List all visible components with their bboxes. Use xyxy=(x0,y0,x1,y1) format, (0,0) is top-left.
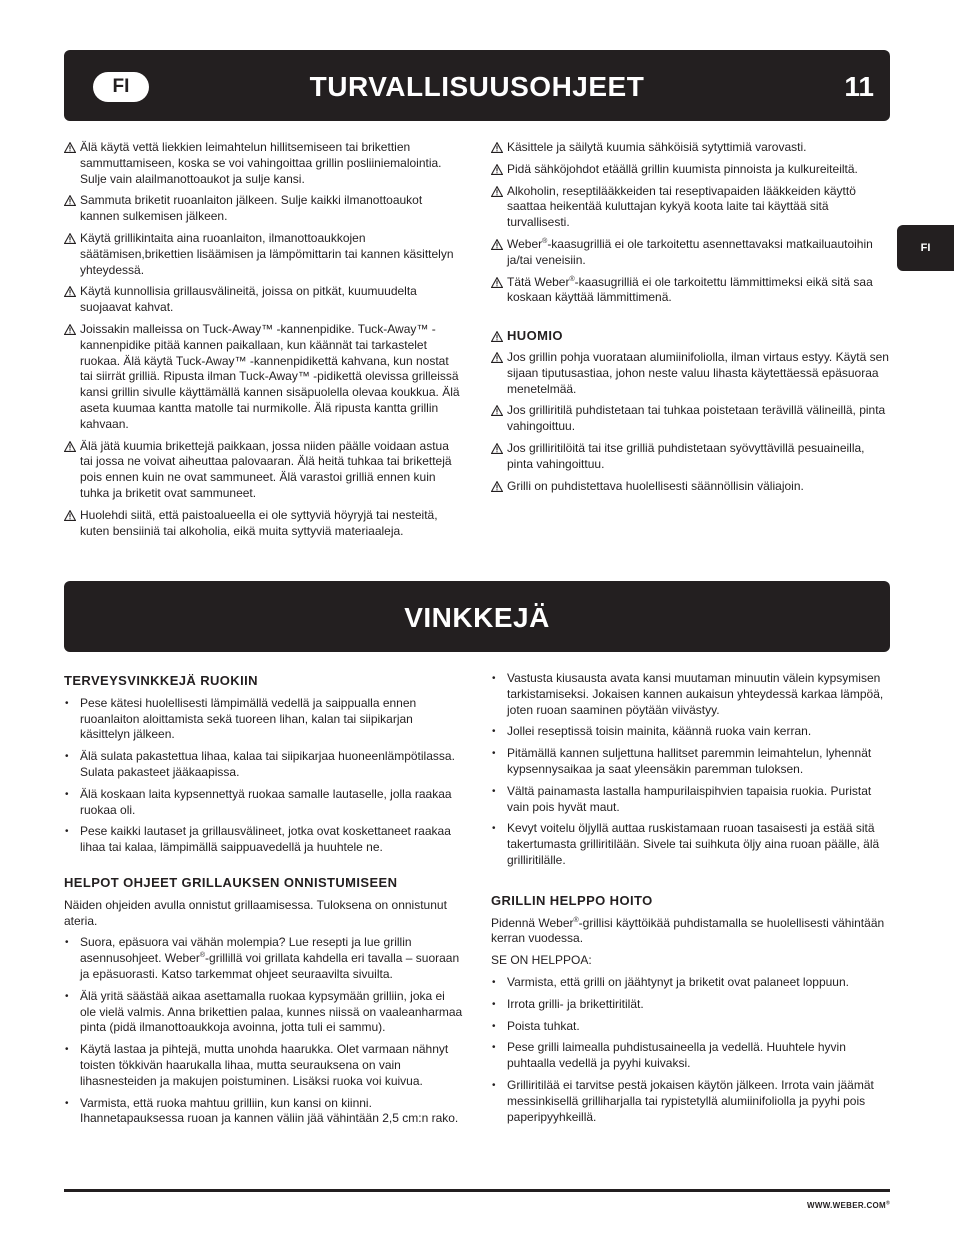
list-item xyxy=(64,824,464,856)
list-item-text: Irrota grilli- ja brikettiritilät. xyxy=(507,996,644,1011)
list-item xyxy=(64,1096,464,1128)
safety-warning-item xyxy=(64,508,464,540)
warning-triangle-icon xyxy=(64,510,76,521)
bullet: • xyxy=(492,998,496,1010)
list-item xyxy=(491,997,891,1013)
list-item-text: Pese kaikki lautaset ja grillausvälineet, jotka ovat koskettaneet raakaa lihaa tai kalaa, lämpimällä saippuavedellä ja huuhtele ne. xyxy=(80,824,451,855)
grilling-tips-list-continued xyxy=(491,671,891,869)
list-item-text: Jollei reseptissä toisin mainita, käännä ruoka vain kerran. xyxy=(507,724,812,739)
safety-warning-item xyxy=(64,140,464,187)
bullet: • xyxy=(65,1097,69,1109)
bullet: • xyxy=(492,823,496,835)
list-item-text: Varmista, että grilli on jäähtynyt ja briketit ovat palaneet loppuun. xyxy=(507,974,849,989)
text-end: -grillillä voi grillata kahdella eri tavalla – suoraan ja epäsuorasti. Katso tarkemmat ohjeet seuraavilta sivuilta. xyxy=(80,951,460,981)
registered-mark: ® xyxy=(573,916,579,924)
list-item-text xyxy=(80,935,459,981)
list-item xyxy=(491,1040,891,1072)
bullet: • xyxy=(492,673,496,684)
list-item-text: Älä sulata pakastettua lihaa, kalaa tai siipikarjaa huoneenlämpötilassa. Sulata pakasteet jääkaapissa. xyxy=(80,749,455,779)
footer-url-text: WWW.WEBER.COM xyxy=(807,1201,887,1210)
warning-text: Käsittele ja säilytä kuumia sähköisiä sytyttimiä varovasti. xyxy=(507,140,807,154)
safety-right-column xyxy=(491,140,891,494)
warning-triangle-icon xyxy=(64,286,76,297)
bullet: • xyxy=(65,937,69,949)
list-item xyxy=(491,975,891,991)
notice-text: Jos grilliritilä puhdistetaan tai tuhkaa poistetaan terävillä välineillä, pinta vahingoittuu. xyxy=(507,403,886,434)
warning-triangle-icon xyxy=(64,195,76,206)
text-start: Pidennä Weber xyxy=(491,915,574,930)
notice-item xyxy=(491,479,891,495)
bullet: • xyxy=(65,788,69,800)
notice-item xyxy=(491,441,891,473)
list-item xyxy=(64,989,464,1036)
bullet: • xyxy=(65,990,69,1002)
list-item xyxy=(64,749,464,781)
warning-text: Joissakin malleissa on Tuck-Away™ -kannenpidike. Tuck-Away™ -kannenpidike pitää kannen paikallaan, kun käännät tai tarkastelet ruokaa. Älä käytä Tuck-Away™ -kannenpidikettä kahvana, kun nostat tai siirrät grilliä. Ripusta ilman Tuck-Away™ -pidikettä olevissa grilleissä kansi grillin sivulle käyttämällä kannen sisäpuolella olevaa koukkua. Älä aseta kuumaa kantta matolle tai nurmikolle. Älä ripusta kantta grillin kahvaan. xyxy=(80,321,460,431)
safety-warning-item xyxy=(64,284,464,316)
tips-left-column xyxy=(64,673,464,1127)
warning-text-end: -kaasugrilliä ei ole tarkoitettu asennettavaksi matkailuautoihin ja/tai veneisiin. xyxy=(507,236,873,267)
bullet: • xyxy=(492,1042,496,1054)
list-item-text: Vältä painamasta lastalla hampurilaispihvien tapaisia ruokia. Puristat vain pois hyvät maut. xyxy=(507,783,872,814)
warning-triangle-icon xyxy=(64,142,76,153)
list-item xyxy=(491,724,891,740)
safety-warning-item xyxy=(64,193,464,225)
safety-warning-item xyxy=(64,322,464,433)
warning-text-start: Tätä Weber xyxy=(507,274,570,289)
registered-mark: ® xyxy=(886,1200,890,1207)
grill-care-easy-label: SE ON HELPPOA: xyxy=(491,953,592,968)
list-item xyxy=(491,821,891,868)
list-item-text: Pese kätesi huolellisesti lämpimällä vedellä ja saippualla ennen ruoanlaiton aloittamista sekä tuoreen lihan, kalan tai siipikarjan käsittelyn jälkeen. xyxy=(80,695,417,742)
warning-triangle-icon xyxy=(491,239,503,250)
safety-warning-item xyxy=(64,231,464,278)
notice-heading-text: HUOMIO xyxy=(507,328,563,344)
warning-text: Alkoholin, reseptilääkkeiden tai reseptivapaiden lääkkeiden käyttö saattaa heikentää kuluttajan kykyä koota laite tai käyttää sitä turvallisesti. xyxy=(507,183,856,230)
warning-triangle-icon xyxy=(64,324,76,335)
warning-triangle-icon xyxy=(491,164,503,175)
tips-title: VINKKEJÄ xyxy=(404,602,550,633)
text-start: Suora, epäsuora vai vähän molempia? Lue resepti ja lue grillin asennusohjeet. Weber xyxy=(80,935,412,966)
bullet: • xyxy=(492,1079,496,1091)
list-item-text: Vastusta kiusausta avata kansi muutaman minuutin välein kypsymisen tarkistamiseksi. Jokaisen kannen aukaisun yhteydessä karkaa lämpöä, joten ruoan saaminen pöytään viivästyy. xyxy=(507,671,884,717)
safety-warning-item xyxy=(491,140,891,156)
safety-warning-item xyxy=(491,162,891,178)
grill-care-heading: GRILLIN HELPPO HOITO xyxy=(491,892,653,908)
warning-text: Sammuta briketit ruoanlaiton jälkeen. Sulje kaikki ilmanottoaukot kannen sulkemisen jälkeen. xyxy=(80,193,423,224)
warning-triangle-icon xyxy=(64,441,76,452)
list-item-text: Pitämällä kannen suljettuna hallitset paremmin leimahtelun, lyhennät kypsennysaikaa ja saat yleensäkin paremman tuloksen. xyxy=(507,746,872,776)
warning-triangle-icon xyxy=(491,186,503,197)
list-item-text: Älä koskaan laita kypsennettyä ruokaa samalle lautaselle, jolla raakaa ruokaa oli. xyxy=(80,786,452,817)
safety-banner xyxy=(64,50,890,121)
warning-text: Älä jätä kuumia brikettejä paikkaan, jossa niiden päälle voidaan astua tai jossa ne voivat aiheuttaa palovaaran. Älä heitä tuhkaa tai brikettejä pois ennen kuin ne ovat sammuneet. Älä varastoi grilliä ennen kuin tuhka ja briketit ovat sammuneet. xyxy=(80,438,452,500)
list-item-text: Kevyt voitelu öljyllä auttaa ruskistamaan ruoan tasaisesti ja estää sitä takertumasta grilliritilään. Sivele tai suihkuta öljy aina ruoan päälle, älä grilliritilälle. xyxy=(507,821,880,867)
notice-text: Grilli on puhdistettava huolellisesti säännöllisin väliajoin. xyxy=(507,478,804,493)
warning-text: Huolehdi siitä, että paistoalueella ei ole syttyviä höyryjä tai nesteitä, kuten bensiiniä tai alkoholia, eikä muita syttyviä materiaaleja. xyxy=(80,507,438,538)
list-item-text: Poista tuhkat. xyxy=(507,1018,580,1033)
warning-text: Pidä sähköjohdot etäällä grillin kuumista pinnoista ja kulkureiteiltä. xyxy=(507,161,858,176)
notice-heading xyxy=(491,328,891,344)
warning-text: Käytä grillikintaita aina ruoanlaiton, ilmanottoaukkojen säätämisen,brikettien lisäämisen ja lämpömittarin tai kannen käsittelyn yhteydessä. xyxy=(80,230,454,277)
bullet: • xyxy=(492,1020,496,1032)
warning-text xyxy=(507,275,873,305)
list-item xyxy=(491,746,891,778)
grill-care-intro xyxy=(491,916,891,948)
list-item-text: Älä yritä säästää aikaa asettamalla ruokaa kypsymään grilliin, joka ei ole vielä valmis. Anna brikettien palaa, kunnes niissä on vaaleanharmaa pinta (pidä ilmanottoaukkoja avoinna, jotta tuli ei sammu). xyxy=(80,988,463,1035)
warning-triangle-icon xyxy=(491,481,503,492)
warning-text: Älä käytä vettä liekkien leimahtelun hillitsemiseen tai brikettien sammuttamiseen, koska se voi vahingoittaa grillin posliiniemalointia. Sulje vain alailmanottoaukot ja sulje kansi. xyxy=(80,140,442,186)
notice-text: Jos grillin pohja vuorataan alumiinifoliolla, ilman virtaus estyy. Käytä sen sijaan tiputusastiaa, johon neste valuu lihasta käytettäessä epäsuoraa menetelmää. xyxy=(507,349,889,396)
grilling-tips-intro: Näiden ohjeiden avulla onnistut grillaamisessa. Tuloksena on onnistunut ateria. xyxy=(64,897,447,928)
bullet: • xyxy=(65,697,69,709)
safety-title: TURVALLISUUSOHJEET xyxy=(309,71,645,102)
list-item xyxy=(491,784,891,816)
health-tips-heading: TERVEYSVINKKEJÄ RUOKIIN xyxy=(64,673,258,688)
registered-mark: ® xyxy=(542,237,548,245)
text-end: -grillisi käyttöikää puhdistamalla se huolellisesti vähintään kerran vuodessa. xyxy=(491,915,885,946)
language-side-tab: FI xyxy=(897,225,954,271)
footer-divider xyxy=(64,1189,890,1192)
list-item xyxy=(64,696,464,743)
safety-warning-item xyxy=(491,275,891,307)
list-item xyxy=(491,1019,891,1035)
grilling-tips-list xyxy=(64,935,464,1127)
notice-text: Jos grilliritilöitä tai itse grilliä puhdistetaan syövyttävillä pesuaineilla, pinta vahingoittuu. xyxy=(507,440,865,471)
list-item-text: Käytä lastaa ja pihtejä, mutta unohda haarukka. Olet varmaan nähnyt toisten tökkivän haarukalla lihaa, mutta seurauksena on vain lihasnesteiden ja makujen poistuminen. Lisäksi ruoka voi kuivua. xyxy=(80,1042,449,1088)
bullet: • xyxy=(492,726,496,738)
list-item-text: Varmista, että ruoka mahtuu grilliin, kun kansi on kiinni. Ihannetapauksessa ruoan ja kannen väliin jää vähintään 2,5 cm:n rako. xyxy=(80,1095,459,1126)
list-item xyxy=(491,1078,891,1125)
list-item-text: Pese grilli laimealla puhdistusaineella ja vedellä. Huuhtele hyvin puhtaalla vedellä ja pyyhi kuivaksi. xyxy=(507,1040,846,1071)
warning-triangle-icon xyxy=(64,233,76,244)
safety-warning-item xyxy=(491,184,891,231)
warning-text xyxy=(507,237,873,267)
safety-warning-item xyxy=(491,237,891,269)
warning-triangle-icon xyxy=(491,331,503,342)
page-number: 11 xyxy=(844,71,874,102)
warning-triangle-icon xyxy=(491,405,503,416)
bullet: • xyxy=(65,1044,69,1056)
registered-mark: ® xyxy=(569,275,575,283)
list-item xyxy=(491,671,891,718)
tips-right-column xyxy=(491,671,891,1125)
notice-item xyxy=(491,350,891,397)
warning-triangle-icon xyxy=(491,277,503,288)
list-item xyxy=(64,935,464,982)
bullet: • xyxy=(65,751,69,763)
bullet: • xyxy=(492,748,496,760)
warning-text: Käytä kunnollisia grillausvälineitä, joissa on pitkät, kuumuudelta suojaavat kahvat. xyxy=(80,284,417,315)
list-item-text: Grilliritilää ei tarvitse pestä jokaisen käytön jälkeen. Irrota vain jäämät messinkisellä grilliharjalla tai rypistetyllä alumiinifoliolla ja pyyhi pois paperipyyhkeillä. xyxy=(507,1077,874,1124)
warning-triangle-icon xyxy=(491,352,503,363)
tips-banner xyxy=(64,581,890,652)
footer-website-link[interactable] xyxy=(807,1201,890,1210)
warning-triangle-icon xyxy=(491,142,503,153)
notice-item xyxy=(491,403,891,435)
list-item xyxy=(64,1042,464,1089)
grill-care-list xyxy=(491,975,891,1125)
warning-text-end: -kaasugrilliä ei ole tarkoitettu lämmittimeksi eikä sitä saa koskaan käyttää lämmittimenä. xyxy=(507,274,873,305)
language-badge: FI xyxy=(93,72,149,102)
warning-text-start: Weber xyxy=(507,236,543,251)
bullet: • xyxy=(492,785,496,797)
safety-warning-item xyxy=(64,439,464,502)
bullet: • xyxy=(492,976,496,988)
list-item xyxy=(64,787,464,819)
safety-left-column xyxy=(64,140,464,539)
health-tips-list xyxy=(64,696,464,856)
grilling-tips-heading: HELPOT OHJEET GRILLAUKSEN ONNISTUMISEEN xyxy=(64,874,398,890)
bullet: • xyxy=(65,826,69,838)
warning-triangle-icon xyxy=(491,443,503,454)
registered-mark: ® xyxy=(199,952,206,960)
